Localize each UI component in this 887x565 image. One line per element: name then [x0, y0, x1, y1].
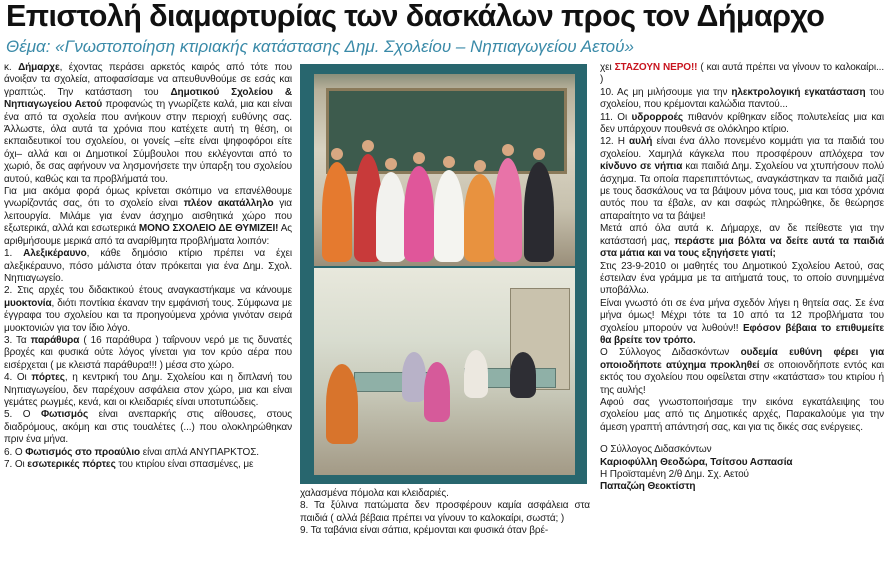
- article-column-3: [600, 62, 884, 494]
- student-figure: [326, 364, 358, 444]
- list-item: [600, 87, 884, 112]
- list-item: [4, 285, 292, 335]
- text: του σχολείου, που κρέμονται καλώδια παντού...: [600, 86, 884, 111]
- paragraph: [600, 347, 884, 397]
- text: είναι ένα άλλο πονεμένο κομμάτι για τα παιδιά του σχολείου. Χαμηλά κάγκελα που προσφέρουν απλόχερα τον: [600, 136, 884, 160]
- bold-text: Αλεξικέραυνο: [23, 248, 87, 260]
- student-figure: [464, 350, 488, 398]
- bold-text: Φωτισμός στο προαύλιο: [25, 446, 141, 458]
- text: ( 16 παράθυρα ) ταΐρνουν νερό με τις δυνατές βροχές και φυσικά ούτε λόγος γίνεται για τον κρύο αέρα που εισέρχεται ( με κλειστά παράθυρα!!! ) μέσα στο χώρο.: [4, 334, 292, 371]
- article-title: Επιστολή διαμαρτυρίας των δασκάλων προς τον Δήμαρχο: [6, 0, 825, 33]
- paragraph-second: [4, 186, 292, 248]
- signature-names: Καριοφύλλη Θεοδώρα, Τσίτσου Ασπασία: [600, 456, 793, 468]
- text: 6. Ο: [4, 446, 26, 458]
- student-figure: [464, 174, 496, 262]
- student-figure: [434, 170, 464, 262]
- text: χει: [600, 62, 615, 73]
- article-subtitle: Θέμα: «Γνωστοποίηση κτιριακής κατάστασης Δημ. Σχολείου – Νηπιαγωγείου Αετού»: [6, 37, 634, 56]
- student-head: [502, 144, 514, 156]
- paragraph: [600, 62, 884, 87]
- bold-text: ηλεκτρολογική εγκατάσταση: [731, 86, 866, 98]
- bold-text: μυοκτονία: [4, 297, 52, 309]
- student-head: [362, 140, 374, 152]
- text: 4. Οι: [4, 372, 32, 384]
- bold-text: Φωτισμός: [40, 409, 89, 421]
- signature-role: Η Προϊσταμένη 2/θ Δημ. Σχ. Αετού: [600, 469, 749, 480]
- bold-text: Δημοτικού Σχολείου & Νηπιαγωγείου Αετού: [4, 86, 292, 111]
- list-item: 9. Τα ταβάνια είναι σάπια, κρέμονται και φυσικά όταν βρέ-: [300, 525, 549, 537]
- signature-line: Ο Σύλλογος Διδασκόντων: [600, 444, 712, 456]
- text: είναι ανεπαρκής στις αίθουσες, στους διαδρόμους, ακόμη και στις τουαλέτες (...) που ολοκληρώθηκαν πριν ένα μήνα.: [4, 409, 292, 446]
- text: 10. Ας μη μιλήσουμε για την: [600, 86, 732, 98]
- bold-text: πόρτες: [31, 372, 65, 384]
- paragraph: Αφού σας γνωστοποιήσαμε την εικόνα εγκατάλειψης του σχολείου μας από τις Δημοτικές αρχές, Παρακαλούμε για την άμεση γραπτή απάντησή σας, και για τις δικές σας ενέργειες.: [600, 396, 884, 433]
- text: 7. Οι: [4, 459, 28, 470]
- text: Είναι γνωστό ότι σε ένα μήνα σχεδόν λήγει η θητεία σας. Σε ένα μήνα όμως! Μέχρι τότε τα 10 από τα 12 προβλήματα του σχολείου μπορούν να λυθούν!!: [600, 297, 884, 334]
- text: 1.: [4, 248, 24, 260]
- paragraph-intro: [4, 62, 292, 186]
- student-head: [413, 152, 425, 164]
- student-head: [331, 148, 343, 160]
- bold-text: παράθυρα: [30, 334, 80, 346]
- student-figure: [510, 352, 536, 398]
- text: , έχοντας περάσει αρκετός καιρός από τότε που άνοιξαν τα σχολεία, αποφασίσαμε να απευθυνθούμε σε εσάς και γραπτώς. Την κατάσταση του: [4, 62, 292, 98]
- text: 5. Ο: [4, 409, 41, 421]
- student-figure: [424, 362, 450, 422]
- text: , διότι ποντίκια έκαναν την εμφάνισή τους. Σύμφωνα με έγγραφα του σχολείου και τα προηγούμενα χρόνια γινόταν σειρά μυοκτονιών για τον ίδιο λόγο.: [4, 297, 292, 334]
- article-column-2: [300, 488, 590, 538]
- student-head: [385, 158, 397, 170]
- bold-text: Δήμαρχε: [18, 62, 60, 73]
- bold-text: κίνδυνο σε νήπια: [600, 161, 683, 173]
- text: 12. Η: [600, 136, 630, 148]
- text: του κτιρίου είναι σπασμένες, με: [115, 459, 254, 470]
- text: και παιδιά Δημ. Σχολείου να χτυπήσουν πολύ άσχημα. Τα οποία παρεπιπτόντως, αναγκάστηκαν τα παιδιά μαζί με τους δασκάλους να τα βάψουν μόνα τους, μια και τόσα χρόνια αυτός που τα έβαλε, αν και σαφώς πληρώθηκε, δε θεώρησε απαραίτητο να τα βάψει!: [600, 161, 884, 222]
- bold-text: ουδεμία ευθύνη φέρει για οποιοδήποτε ατύχημα προκληθεί: [600, 347, 884, 371]
- student-figure: [404, 166, 434, 262]
- text: σε οποιονδήποτε εντός και εκτός του σχολείου που οφείλεται στην «κατάστασ» του κτιρίου ή της αυλής!: [600, 359, 884, 396]
- text: Ας αριθμήσουμε μερικά από τα αναρίθμητα προβλήματα λοιπόν:: [4, 223, 292, 247]
- list-item: [4, 372, 292, 409]
- student-figure: [402, 352, 426, 402]
- list-item: [4, 409, 292, 446]
- paragraph: χαλασμένα πόμολα και κλειδαριές.: [300, 488, 449, 499]
- text: Για μια ακόμα φορά όμως κρίνεται σκόπιμο να επανέλθουμε γνωρίζοντάς σας, ότι το σχολείο είναι: [4, 186, 292, 210]
- text: Μετά από όλα αυτά κ. Δήμαρχε, αν δε πείθεστε για την κατάστασή μας,: [600, 223, 884, 247]
- student-head: [474, 160, 486, 172]
- text: πιθανόν κρίθηκαν είδος πολυτελείας μια και δεν υπάρχουν πουθενά σε ολόκληρο κτίριο.: [600, 111, 884, 136]
- article-column-1: [4, 62, 292, 471]
- paragraph: Στις 23-9-2010 οι μαθητές του Δημοτικού Σχολείου Αετού, σας έστειλαν ένα γράμμα με τα αιτήματά τους, το οποίο συνημμένα υποβάλλω.: [600, 260, 884, 297]
- red-bold-text: ΣΤΑΖΟΥΝ ΝΕΡΟ!!: [614, 62, 698, 73]
- text: ( και αυτά πρέπει να γίνουν το καλοκαίρι... ): [600, 62, 884, 86]
- text: 2. Στις αρχές του διδακτικού έτους αναγκαστήκαμε να κάνουμε: [4, 285, 292, 297]
- student-figure: [376, 172, 406, 262]
- student-head: [443, 156, 455, 168]
- signature-block: [600, 444, 884, 494]
- bold-text: ΜΟΝΟ ΣΧΟΛΕΙΟ ΔΕ ΘΥΜΙΖΕΙ!: [138, 223, 279, 235]
- text: 3. Τα: [4, 334, 31, 346]
- signature-principal: Παπαζώη Θεοκτίστη: [600, 481, 696, 493]
- text: , κάθε δημόσιο κτίριο πρέπει να έχει αλεξικέραυνο, πόσο μάλιστα όταν πρόκειται για ένα Δημ. Σχολ. Νηπιαγωγείο.: [4, 248, 292, 284]
- bold-text: υδρορροές: [631, 111, 684, 123]
- list-item: 8. Τα ξύλινα πατώματα δεν προσφέρουν καμία ασφάλεια στα παιδιά ( αλλά βέβαια πρέπει να γίνουν το καλοκαίρι, σωστά; ): [300, 500, 590, 524]
- text: Ο Σύλλογος Διδασκόντων: [600, 347, 741, 359]
- student-figure: [494, 158, 522, 262]
- text: προφανώς τη γνωρίζετε καλά, μια και είναι ένα από τα σχολεία που ανήκουν στην περιοχή ευθύνης σας. Άλλωστε, όλα αυτά τα χρόνια που κατέχετε αυτή τη θέση, οι εκπαιδευτικοί του σχολείου, οι γονείς –είτε είναι ψηφοφόροι είτε όχι– αλλά και οι Δημοτικοί Σύμβουλοι που εκλέγονται από το χωριό, δε σας αφήνουν να λησμονήσετε την ύπαρξη του σχολείου αυτού, καθώς και τα προβλήματά του.: [4, 99, 292, 185]
- list-item: [600, 136, 884, 223]
- text: , η κεντρική του Δημ. Σχολείου και η διπλανή του Νηπιαγωγείου, δεν παρέχουν ασφάλεια στον χώρο, μια και είναι γεμάτες ρωγμές, κενά, και οι κλειδαριές είναι υποτυπώδεις.: [4, 372, 292, 408]
- list-item: [4, 459, 292, 471]
- paragraph: [600, 223, 884, 260]
- class-photo: [314, 74, 575, 266]
- bold-text: πλέον ακατάλληλο: [183, 198, 274, 210]
- student-figure: [524, 162, 554, 262]
- text: για λειτουργία. Μιλάμε για έναν άσχημο αισθητικά χώρο που εξωτερικά, αλλά και εσωτερικά: [4, 198, 292, 235]
- text: κ.: [4, 62, 19, 73]
- bold-text: αυλή: [629, 136, 653, 148]
- list-item: [4, 447, 292, 459]
- text: είναι απλά ΑΝΥΠΑΡΚΤΟΣ.: [140, 446, 259, 458]
- paragraph: [600, 298, 884, 348]
- bold-text: Εφόσον βέβαια το επιθυμείτε θα βρείτε τον τρόπο.: [600, 322, 885, 346]
- bold-text: εσωτερικές πόρτες: [27, 459, 116, 470]
- bold-text: περάστε μια βόλτα να δείτε αυτά τα παιδιά στα μάτια και να τους εξηγήσετε γιατί;: [600, 235, 884, 260]
- student-head: [533, 148, 545, 160]
- student-figure: [322, 162, 352, 262]
- list-item: [4, 248, 292, 285]
- list-item: [4, 335, 292, 372]
- text: 11. Οι: [600, 111, 632, 123]
- classroom-photo: [314, 268, 575, 475]
- list-item: [600, 112, 884, 137]
